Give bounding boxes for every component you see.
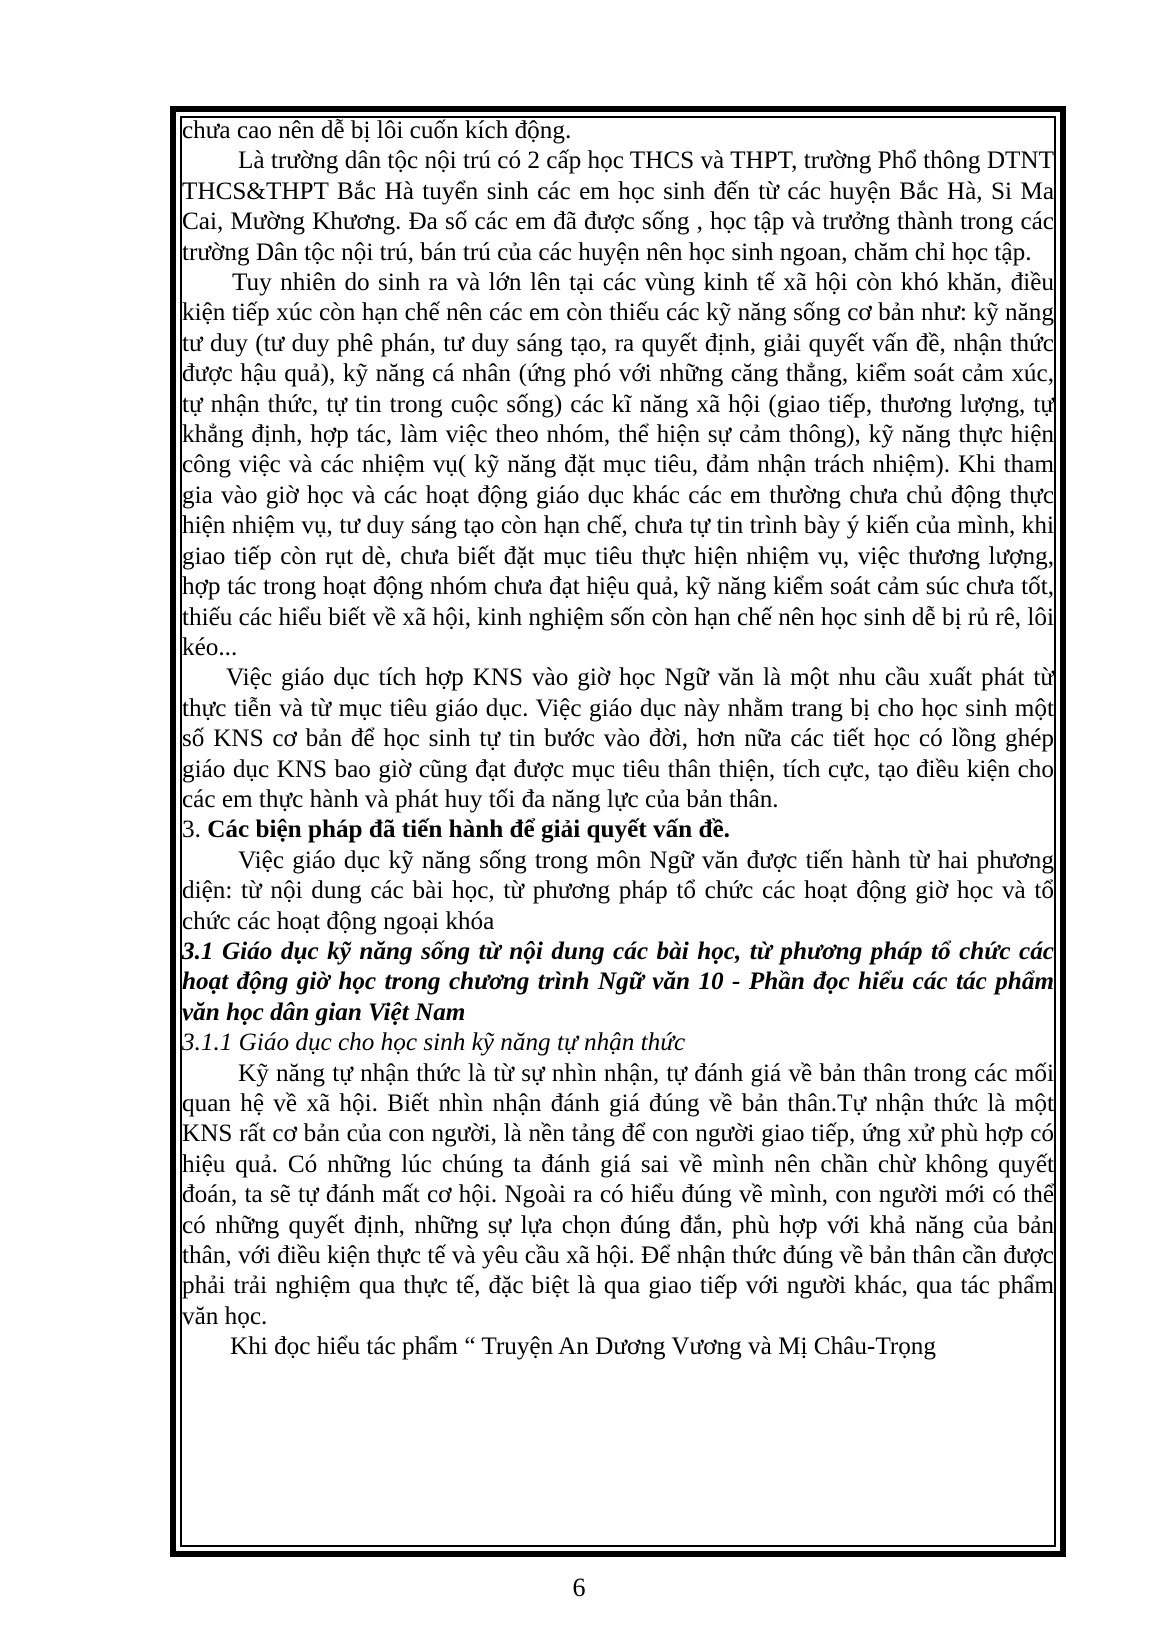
- paragraph-school-intro: Là trường dân tộc nội trú có 2 cấp học THCS và THPT, trường Phổ thông DTNT THCS&THPT Bắc Hà tuyển sinh các em học sinh đến từ các huyện Bắc Hà, Si Ma Cai, Mường Khương. Đa số các em đã được sống , học tập và trưởng thành trong các trường Dân tộc nội trú, bán trú của các huyện nên học sinh ngoan, chăm chỉ học tập.: [182, 147, 1054, 266]
- section-3-heading: [182, 815, 1054, 845]
- page-number: 6: [572, 1573, 586, 1602]
- heading-3-1: 3.1 Giáo dục kỹ năng sống từ nội dung các bài học, từ phương pháp tổ chức các hoạt động giờ học trong chương trình Ngữ văn 10 - Phần đọc hiểu các tác phẩm văn học dân gian Việt Nam: [182, 937, 1054, 1026]
- paragraph-section-3: Việc giáo dục kỹ năng sống trong môn Ngữ văn được tiến hành từ hai phương diện: từ nội dung các bài học, từ phương pháp tổ chức các hoạt động giờ học và tổ chức các hoạt động ngoại khóa: [182, 846, 1054, 935]
- page-content: [182, 116, 1054, 1546]
- paragraph-3-1-1: Kỹ năng tự nhận thức là từ sự nhìn nhận, tự đánh giá về bản thân trong các mối quan hệ về xã hội. Biết nhìn nhận đánh giá đúng về bản thân.Tự nhận thức là một KNS rất cơ bản của con người, là nền tảng để con người giao tiếp, ứng xử phù hợp có hiệu quả. Có những lúc chúng ta đánh giá sai về mình nên chần chừ không quyết đoán, ta sẽ tự đánh mất cơ hội. Ngoài ra có hiểu đúng về mình, con người mới có thể có những quyết định, những sự lựa chọn đúng đắn, phù hợp với khả năng của bản thân, với điều kiện thực tế và yêu cầu xã hội. Để nhận thức đúng về bản thân cần được phải trải nghiệm qua thực tế, đặc biệt là qua giao tiếp với người khác, qua tác phẩm văn học.: [182, 1059, 1054, 1330]
- paragraph-continuation: chưa cao nên dễ bị lôi cuốn kích động.: [182, 117, 572, 144]
- section-3-title: Các biện pháp đã tiến hành để giải quyết vấn đề.: [207, 816, 730, 844]
- paragraph-integration: Việc giáo dục tích hợp KNS vào giờ học Ngữ văn là một nhu cầu xuất phát từ thực tiễn và từ mục tiêu giáo dục. Việc giáo dục này nhằm trang bị cho học sinh một số KNS cơ bản để học sinh tự tin bước vào đời, hơn nữa các tiết học có lồng ghép giáo dục KNS bao giờ cũng đạt được mục tiêu thân thiện, tích cực, tạo điều kiện cho các em thực hành và phát huy tối đa năng lực của bản thân.: [182, 664, 1054, 813]
- section-3-number: 3.: [182, 816, 208, 844]
- paragraph-last-line: Khi đọc hiểu tác phẩm “ Truyện An Dương Vương và Mị Châu-Trọng: [230, 1333, 936, 1361]
- heading-3-1-1: 3.1.1 Giáo dục cho học sinh kỹ năng tự nhận thức: [182, 1029, 686, 1057]
- paragraph-limitations: Tuy nhiên do sinh ra và lớn lên tại các vùng kinh tế xã hội còn khó khăn, điều kiện tiếp xúc còn hạn chế nên các em còn thiếu các kỹ năng sống cơ bản như: kỹ năng tư duy (tư duy phê phán, tư duy sáng tạo, ra quyết định, giải quyết vấn đề, nhận thức được hậu quả), kỹ năng cá nhân (ứng phó với những căng thẳng, kiểm soát cảm xúc, tự nhận thức, tự tin trong cuộc sống) các kĩ năng xã hội (giao tiếp, thương lượng, tự khẳng định, hợp tác, làm việc theo nhóm, thể hiện sự cảm thông), kỹ năng thực hiện công việc và các nhiệm vụ( kỹ năng đặt mục tiêu, đảm nhận trách nhiệm). Khi tham gia vào giờ học và các hoạt động giáo dục khác các em thường chưa chủ động thực hiện nhiệm vụ, tư duy sáng tạo còn hạn chế, chưa tự tin trình bày ý kiến của mình, khi giao tiếp còn rụt dè, chưa biết đặt mục tiêu thực hiện nhiệm vụ, việc thương lượng, hợp tác trong hoạt động nhóm chưa đạt hiệu quả, kỹ năng kiểm soát cảm súc chưa tốt, thiếu các hiểu biết về xã hội, kinh nghiệm sốn còn hạn chế nên học sinh dễ bị rủ rê, lôi kéo...: [182, 269, 1054, 661]
